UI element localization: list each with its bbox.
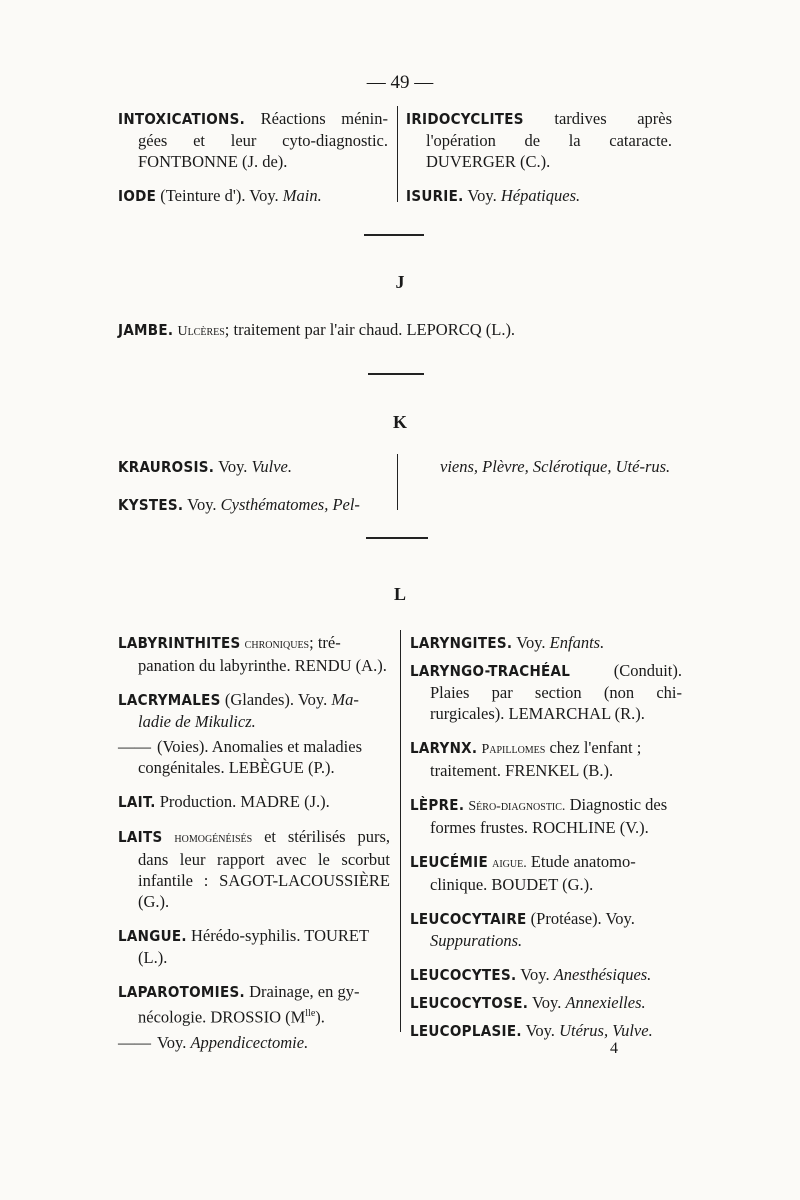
entry-lepre — [410, 794, 682, 838]
entry-head: LEUCOCYTOSE. — [410, 994, 529, 1012]
entry-text: Hérédo-syphilis. TOURET (L.). — [138, 926, 369, 967]
entry-laparotomies — [118, 981, 390, 1028]
entry-head: LEUCOCYTES. — [410, 966, 517, 984]
entry-head: LACRYMALES — [118, 691, 221, 709]
entry-iode — [118, 185, 388, 207]
entry-laits — [118, 826, 390, 912]
entry-text: Voy. — [520, 965, 550, 984]
superscript: lle — [305, 1008, 316, 1019]
entry-subhead: Séro-diagnostic. — [468, 799, 566, 814]
entry-head: LEUCOCYTAIRE — [410, 910, 527, 928]
entry-head: INTOXICATIONS. — [118, 110, 246, 128]
entry-kraurosis — [118, 456, 390, 478]
entry-subhead: aigue. — [492, 856, 527, 871]
entry-head: LANGUE. — [118, 927, 187, 945]
entry-lait — [118, 791, 390, 813]
entry-reference: Appendicectomie. — [190, 1032, 309, 1052]
entry-text: Production. MADRE (J.). — [159, 792, 330, 811]
entry-text: chez l'enfant ; traitement. FRENKEL (B.). — [430, 738, 642, 780]
repeat-dash: —— — [118, 1032, 151, 1052]
entry-text: et stérilisés purs, dans leur rapport avec le scorbut infantile : SAGOT-LACOUSSIÈRE (G.). — [138, 827, 391, 911]
entry-subhead: Ulcères — [177, 324, 225, 339]
section-i-left-column — [118, 108, 388, 220]
entry-reference: Cysthématomes, Pel- — [220, 495, 360, 514]
entry-text: Voy. — [218, 457, 248, 476]
entry-reference: Annexielles. — [565, 993, 646, 1012]
section-rule — [364, 234, 424, 236]
column-divider — [400, 630, 401, 1032]
entry-reference: Hépatiques. — [500, 186, 581, 205]
entry-head: LARYNGITES. — [410, 634, 513, 652]
entry-text: Voy. — [516, 633, 546, 652]
entry-reference: Anesthésiques. — [553, 965, 652, 984]
entry-reference: Utérus, Vulve. — [559, 1021, 653, 1040]
section-l-right-column — [410, 632, 682, 1055]
section-rule — [368, 373, 424, 375]
entry-text: Etude anatomo-clinique. BOUDET (G.). — [430, 852, 636, 894]
entry-laparotomies-voy — [118, 1032, 390, 1053]
signature-mark: 4 — [610, 1040, 618, 1057]
entry-text: Voy. — [532, 993, 562, 1012]
entry-text: Diagnostic des formes frustes. ROCHLINE (V.). — [430, 795, 668, 837]
entry-head: LAITS — [118, 828, 163, 846]
entry-isurie — [406, 185, 672, 207]
entry-head: KYSTES. — [118, 496, 184, 514]
entry-leucemie — [410, 851, 682, 895]
column-divider — [397, 106, 398, 202]
entry-head: ISURIE. — [406, 187, 464, 205]
entry-subhead: homogénéisés — [174, 831, 253, 846]
entry-head: LABYRINTHITES — [118, 634, 241, 652]
entry-larynx — [410, 737, 682, 781]
section-k-right-column: viens, Plèvre, Sclérotique, Uté-rus. — [440, 457, 671, 476]
entry-text: Réactions ménin-gées et leur cyto-diagnostic. FONTBONNE (J. de). — [138, 109, 388, 171]
entry-reference: Ma-ladie de Mikulicz. — [138, 690, 359, 731]
entry-text: Voy. — [525, 1021, 555, 1040]
entry-text: Voy. — [467, 186, 497, 205]
entry-laryngites — [410, 632, 682, 654]
entry-lacrymales-voies — [118, 736, 390, 778]
entry-leucocytes — [410, 964, 682, 986]
page-number: — 49 — — [366, 72, 434, 93]
entry-text-end: ). — [315, 1007, 325, 1027]
entry-head: IRIDOCYCLITES — [406, 110, 524, 128]
entry-head: LAPAROTOMIES. — [118, 983, 245, 1001]
entry-reference: Enfants. — [549, 633, 605, 652]
entry-iridocyclites — [406, 108, 672, 172]
entry-intoxications — [118, 108, 388, 172]
entry-labyrinthites — [118, 632, 390, 676]
entry-text: tardives après l'opération de la cataracte. DUVERGER (C.). — [426, 109, 673, 171]
entry-subhead: Papillomes — [481, 742, 546, 757]
entry-leucocytaire — [410, 908, 682, 951]
entry-text: Voy. — [157, 1032, 187, 1052]
section-k-left-column — [118, 456, 390, 529]
entry-text: Voy. — [187, 495, 217, 514]
entry-leucoplasie — [410, 1020, 682, 1042]
entry-subhead: chroniques — [244, 637, 310, 652]
section-i-right-column — [406, 108, 672, 220]
entry-text: (Teinture d'). Voy. — [160, 186, 279, 205]
section-l-left-column — [118, 632, 390, 1066]
entry-text: ; tré-panation du labyrinthe. RENDU (A.). — [138, 633, 387, 675]
entry-reference: Main. — [282, 186, 322, 205]
entry-lacrymales — [118, 689, 390, 732]
entry-kystes — [118, 494, 390, 516]
entry-head: KRAUROSIS. — [118, 458, 215, 476]
entry-leucocytose — [410, 992, 682, 1014]
entry-head: JAMBE. — [118, 321, 174, 339]
entry-head: LÈPRE. — [410, 796, 465, 814]
repeat-dash: —— — [118, 737, 151, 756]
entry-text: (Glandes). Voy. — [224, 690, 328, 709]
entry-head: IODE — [118, 187, 157, 205]
entry-laryngo-tracheal — [410, 660, 682, 724]
entry-head: LEUCÉMIE — [410, 853, 488, 871]
section-letter-l: L — [393, 584, 406, 604]
entry-langue — [118, 925, 390, 968]
entry-head: LAIT. — [118, 793, 156, 811]
entry-text: (Voies). Anomalies et maladies congénitales. LEBÈGUE (P.). — [138, 737, 362, 777]
entry-text: Drainage, en gy-nécologie. DROSSIO (M — [138, 982, 360, 1027]
entry-text: ; traitement par l'air chaud. LEPORCQ (L.). — [224, 320, 516, 339]
section-letter-j: J — [395, 272, 405, 292]
entry-head: LEUCOPLASIE. — [410, 1022, 522, 1040]
column-divider — [397, 454, 398, 510]
section-letter-k: K — [392, 412, 407, 432]
entry-head: LARYNX. — [410, 739, 478, 757]
section-rule — [366, 537, 428, 539]
entry-jambe — [118, 320, 698, 340]
entry-head: LARYNGO-TRACHÉAL — [410, 662, 571, 680]
entry-reference: Suppurations. — [430, 931, 523, 950]
entry-text: (Conduit). Plaies par section (non chi-rurgicales). LEMARCHAL (R.). — [430, 661, 682, 723]
entry-text: (Protéase). Voy. — [530, 909, 635, 928]
entry-reference: Vulve. — [251, 457, 293, 476]
